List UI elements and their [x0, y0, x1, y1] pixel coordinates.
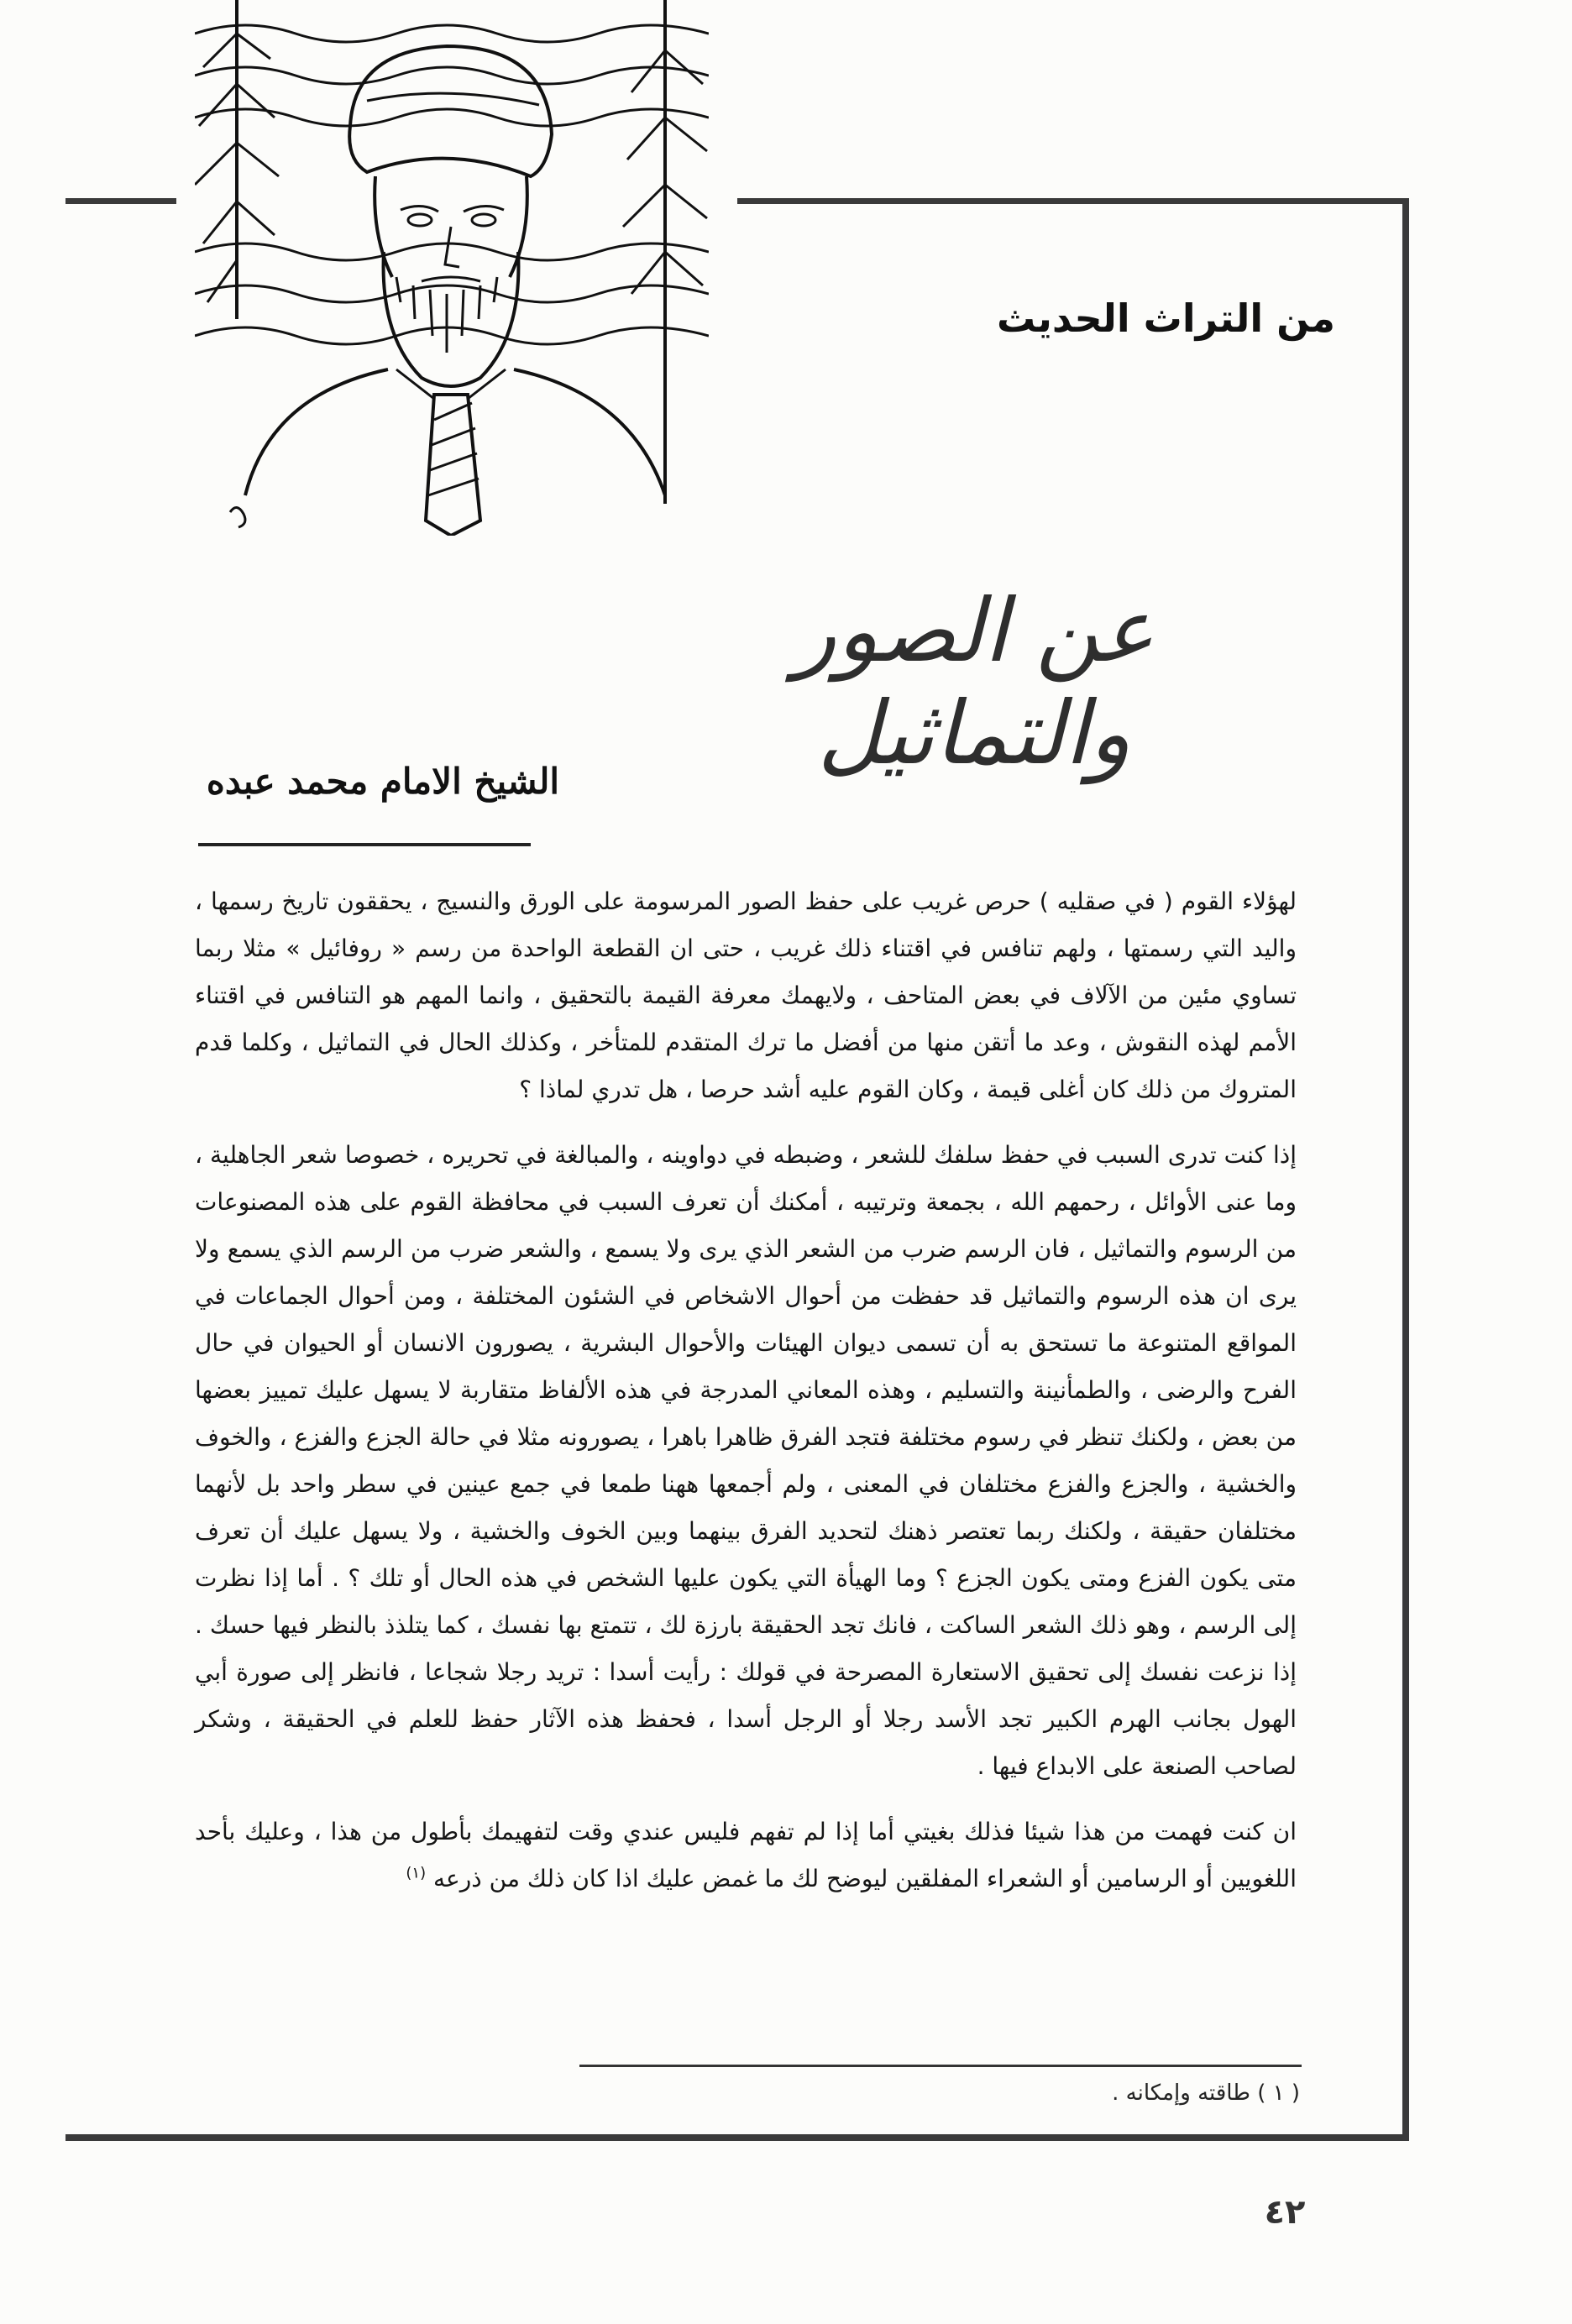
article-title: عن الصور والتماثيل [794, 579, 1155, 784]
frame-right-rule [1402, 198, 1409, 2138]
author-underline [198, 843, 531, 846]
footnote-marker: (١) [406, 1864, 427, 1882]
frame-bottom-rule [66, 2134, 1409, 2141]
frame-top-right-rule [737, 198, 1409, 204]
author-name: الشيخ الامام محمد عبده [206, 761, 560, 802]
body-paragraph-1: لهؤلاء القوم ( في صقليه ) حرص غريب على حفظ الصور المرسومة على الورق والنسيج ، يحققون تاريخ رسمها ، واليد التي رسمتها ، ولهم تنافس في اقتناء ذلك غريب ، حتى ان القطعة الواحدة من رسم « روفائيل » مثلا ربما تساوي مئين من الآلاف في بعض المتاحف ، ولايهمك معرفة القيمة بالتحقيق ، وانما المهم هو التنافس في اقتناء الأمم لهذه النقوش ، وعد ما أتقن منها من أفضل ما ترك المتقدم للمتأخر ، وكذلك الحال في التماثيل ، وكلما قدم المتروك من ذلك كان أغلى قيمة ، وكان القوم عليه أشد حرصا ، هل تدري لماذا ؟ [195, 887, 1297, 1103]
portrait-sketch-icon [195, 0, 709, 536]
section-label: من التراث الحديث [996, 296, 1335, 341]
footnote-text: ( ١ ) طاقته وإمكانه . [1112, 2081, 1300, 2106]
page-number: ٤٢ [1264, 2193, 1306, 2232]
footnote-divider [579, 2065, 1302, 2067]
body-paragraph-3 [195, 1808, 1297, 1903]
frame-top-left-rule [66, 198, 176, 204]
body-paragraph-3-text: ان كنت فهمت من هذا شيئا فذلك بغيتي أما إذا لم تفهم فليس عندي وقت لتفهيمك بأطول من هذا ، وعليك بأحد اللغويين أو الرسامين أو الشعراء المفلقين ليوضح لك ما غمض عليك اذا كان ذلك من ذرعه [195, 1818, 1297, 1892]
body-paragraph-2: إذا كنت تدرى السبب في حفظ سلفك للشعر ، وضبطه في دواوينه ، والمبالغة في تحريره ، خصوصا شعر الجاهلية ، وما عنى الأوائل ، رحمهم الله ، بجمعة وترتيبه ، أمكنك أن تعرف السبب في محافظة القوم على هذه المصنوعات من الرسوم والتماثيل ، فان الرسم ضرب من الشعر الذي يرى ولا يسمع ، والشعر ضرب من الرسم الذي يسمع ولا يرى ان هذه الرسوم والتماثيل قد حفظت من أحوال الاشخاص في الشئون المختلفة ، ومن أحوال الجماعات في المواقع المتنوعة ما تستحق به أن تسمى ديوان الهيئات والأحوال البشرية ، يصورون الانسان أو الحيوان في حال الفرح والرضى ، والطمأنينة والتسليم ، وهذه المعاني المدرجة في هذه الألفاظ متقاربة لا يسهل عليك تمييز بعضها من بعض ، ولكنك تنظر في رسوم مختلفة فتجد الفرق ظاهرا باهرا ، يصورونه مثلا في حالة الجزع والفزع ، والخوف والخشية ، والجزع والفزع مختلفان في المعنى ، ولم أجمعها ههنا طمعا في جمع عينين في سطر واحد بل لأنهما مختلفان حقيقة ، ولكنك ربما تعتصر ذهنك لتحديد الفرق بينهما وبين الخوف والخشية ، ولا يسهل عليك أن تعرف متى يكون الفزع ومتى يكون الجزع ؟ وما الهيأة التي يكون عليها الشخص في هذه الحال أو تلك ؟ . أما إذا نظرت إلى الرسم ، وهو ذلك الشعر الساكت ، فانك تجد الحقيقة بارزة لك ، تتمتع بها نفسك ، كما يتلذذ بالنظر فيها حسك . إذا نزعت نفسك إلى تحقيق الاستعارة المصرحة في قولك : رأيت أسدا : تريد رجلا شجاعا ، فانظر إلى صورة أبي الهول بجانب الهرم الكبير تجد الأسد رجلا أو الرجل أسدا ، فحفظ هذه الآثار حفظ للعلم في الحقيقة ، وشكر لصاحب الصنعة على الابداع فيها . [195, 1141, 1297, 1780]
article-body [195, 878, 1297, 1903]
